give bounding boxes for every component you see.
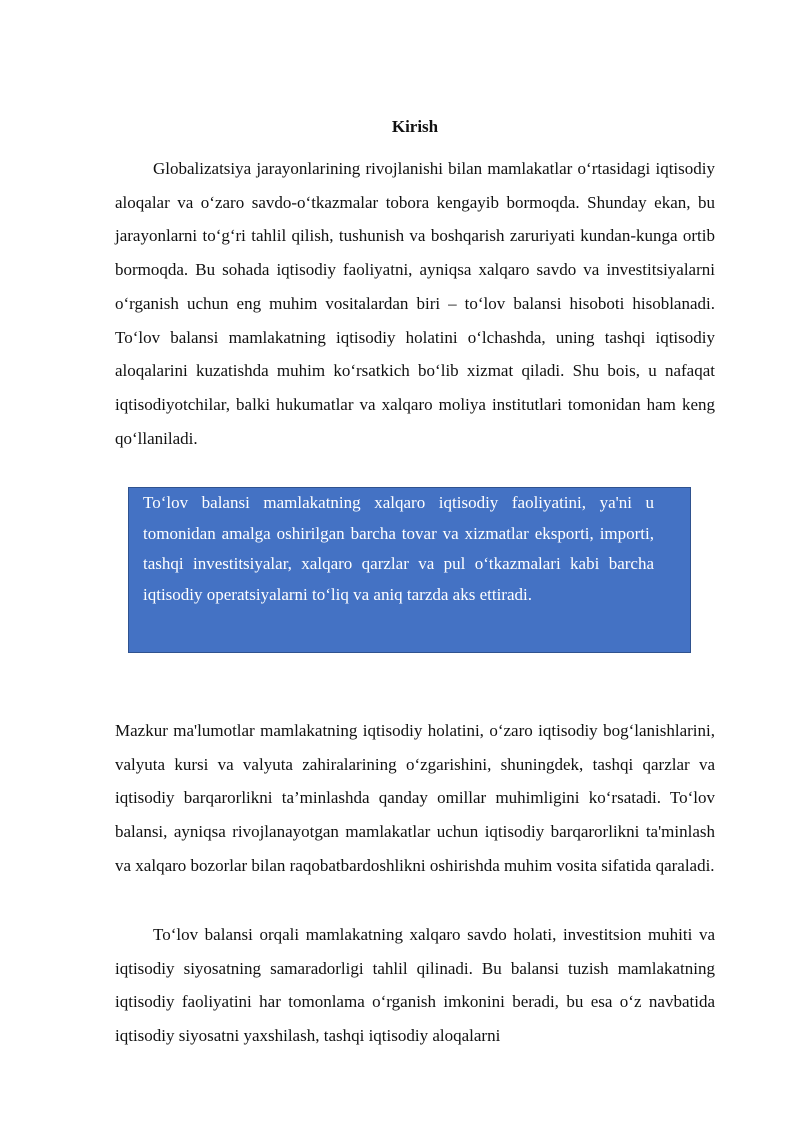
callout-text: To‘lov balansi mamlakatning xalqaro iqtisodiy faoliyatini, ya'ni u tomonidan amalga oshirilgan barcha tovar va xizmatlar eksporti, importi, tashqi investitsiyalar, xalqaro qarzlar va pul o‘tkazmalari kabi barcha iqtisodiy operatsiyalarni to‘liq va aniq tarzda aks ettiradi.	[143, 493, 654, 604]
callout-box	[128, 487, 691, 653]
section-heading: Kirish	[391, 117, 439, 136]
body-paragraph-continued: To‘lov balansi orqali mamlakatning xalqaro savdo holati, investitsion muhiti va iqtisodiy siyosatning samaradorligi tahlil qilinadi. Bu balansi tuzish mamlakatning iqtisodiy faoliyatini har tomonlama o‘rganish imkonini beradi, bu esa o‘z navbatida iqtisodiy siyosatni yaxshilash, tashqi iqtisodiy aloqalarni	[115, 925, 715, 1046]
intro-paragraph: Globalizatsiya jarayonlarining rivojlanishi bilan mamlakatlar o‘rtasidagi iqtisodiy aloqalar va o‘zaro savdo-o‘tkazmalar tobora kengayib bormoqda. Shunday ekan, bu jarayonlarni to‘g‘ri tahlil qilish, tushunish va boshqarish zaruriyati kundan-kunga ortib bormoqda. Bu sohada iqtisodiy faoliyatni, ayniqsa xalqaro savdo va investitsiyalarni o‘rganish uchun eng muhim vositalardan biri – to‘lov balansi hisoboti hisoblanadi. To‘lov balansi mamlakatning iqtisodiy holatini o‘lchashda, uning tashqi iqtisodiy aloqalarini kuzatishda muhim ko‘rsatkich bo‘lib xizmat qiladi. Shu bois, u nafaqat iqtisodiyotchilar, balki hukumatlar va xalqaro moliya institutlari tomonidan ham keng qo‘llaniladi.	[115, 159, 715, 448]
body-paragraph: Mazkur ma'lumotlar mamlakatning iqtisodiy holatini, o‘zaro iqtisodiy bog‘lanishlarini, valyuta kursi va valyuta zahiralarining o‘zgarishini, shuningdek, tashqi qarzlar va iqtisodiy barqarorlikni ta’minlashda qanday omillar muhimligini ko‘rsatadi. To‘lov balansi, ayniqsa rivojlanayotgan mamlakatlar uchun iqtisodiy barqarorlikni ta'minlash va xalqaro bozorlar bilan raqobatbardoshlikni oshirishda muhim vosita sifatida qaraladi.	[115, 721, 715, 875]
